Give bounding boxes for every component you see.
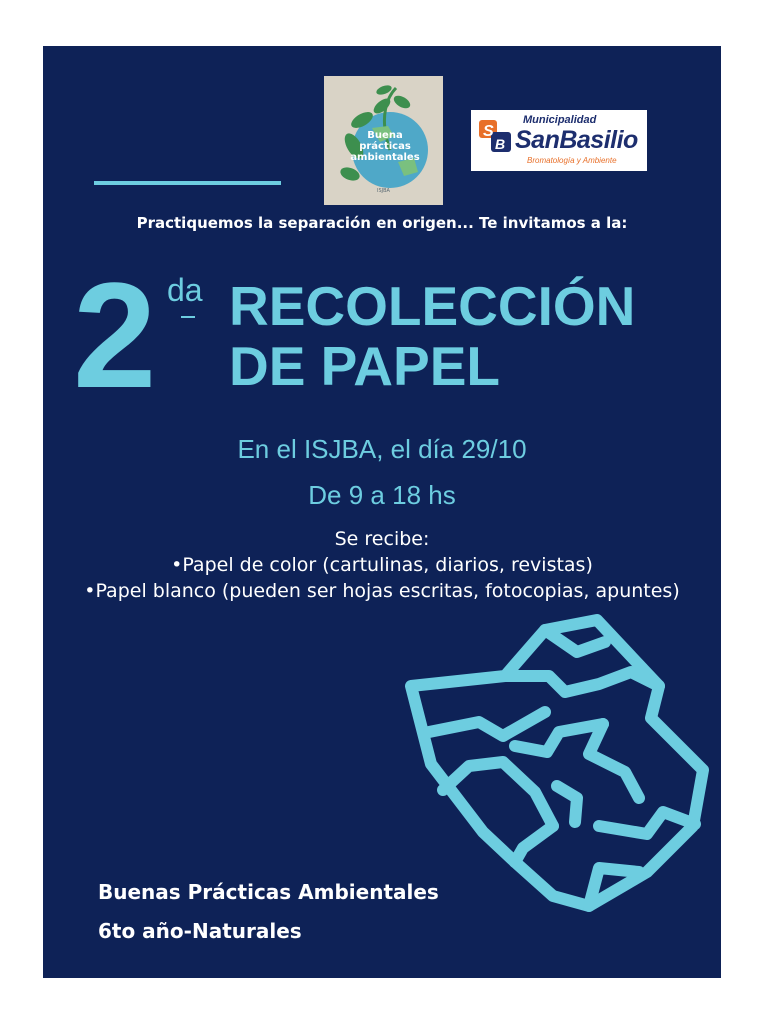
- sb-emblem-icon: [477, 118, 517, 158]
- poster: [43, 46, 721, 978]
- municipalidad-label: Municipalidad: [523, 114, 597, 126]
- buenas-practicas-logo-text: Buena prácticas ambientales: [350, 130, 420, 163]
- accepted-item: •Papel blanco (pueden ser hojas escritas, fotocopias, apuntes): [84, 580, 680, 602]
- accepted-items: [43, 526, 721, 604]
- crumpled-paper-icon: [403, 612, 713, 914]
- accent-divider: [94, 181, 281, 185]
- event-title: RECOLECCIÓN DE PAPEL: [229, 275, 636, 397]
- municipalidad-logo: [471, 110, 647, 171]
- event-location-date: En el ISJBA, el día 29/10: [237, 434, 527, 464]
- accepted-items-heading: Se recibe:: [334, 528, 430, 550]
- invitation-subtitle: Practiquemos la separación en origen... Te invitamos a la:: [136, 214, 628, 232]
- edition-ordinal: da: [167, 272, 203, 308]
- ordinal-underline: [181, 316, 195, 318]
- footer-program: Buenas Prácticas Ambientales: [98, 880, 439, 904]
- accepted-item: •Papel de color (cartulinas, diarios, revistas): [171, 554, 593, 576]
- svg-text:S: S: [483, 123, 494, 140]
- san-basilio-label: SanBasilio: [515, 126, 638, 154]
- edition-number: 2: [73, 251, 157, 419]
- svg-text:B: B: [495, 136, 506, 152]
- buenas-practicas-logo: [324, 76, 443, 205]
- footer-class: 6to año-Naturales: [98, 919, 302, 943]
- event-hours: De 9 a 18 hs: [308, 480, 456, 510]
- buenas-practicas-logo-caption: ISJBA: [377, 188, 390, 194]
- bromatologia-label: Bromatología y Ambiente: [527, 156, 617, 165]
